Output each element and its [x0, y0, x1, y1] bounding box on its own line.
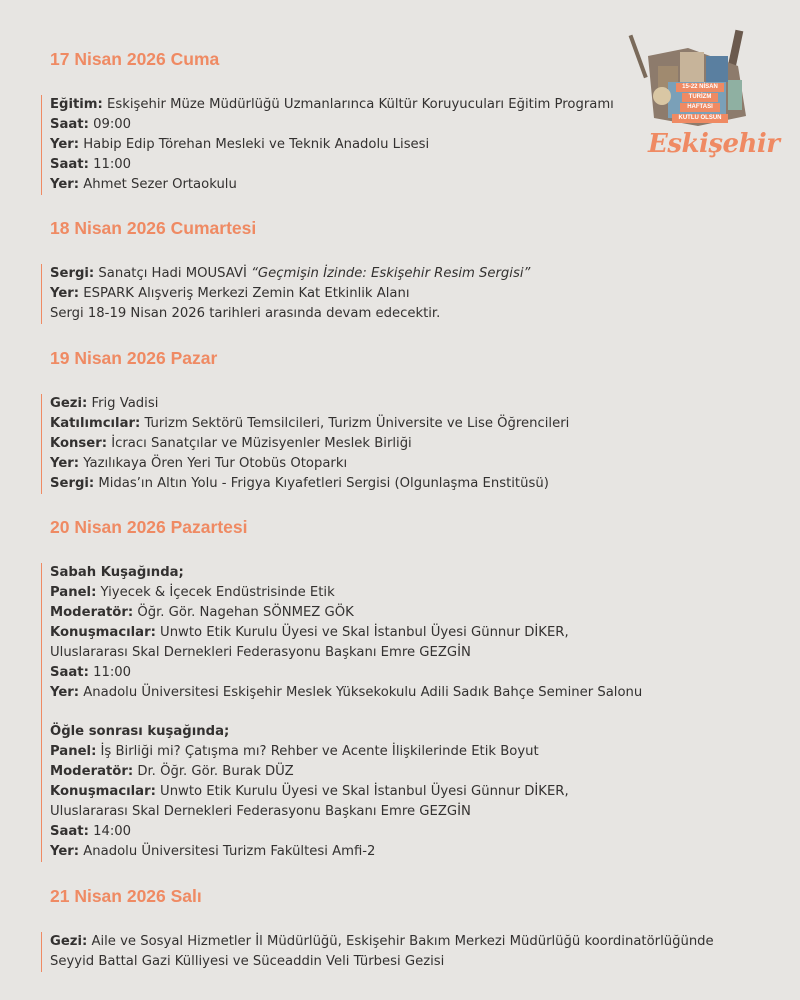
line-label: Konser: — [50, 436, 108, 451]
line-text: Öğr. Gör. Nagehan SÖNMEZ GÖK — [133, 605, 354, 620]
schedule-line — [50, 95, 614, 115]
line-label: Konuşmacılar: — [50, 625, 156, 640]
line-label: Konuşmacılar: — [50, 784, 156, 799]
line-text: 09:00 — [88, 117, 132, 132]
line-label: Saat: — [50, 117, 89, 132]
line-label: Saat: — [50, 157, 89, 172]
line-label: Saat: — [50, 824, 89, 839]
schedule-line — [50, 683, 642, 703]
line-text: Turizm Sektörü Temsilcileri, Turizm Üniversite ve Lise Öğrencileri — [140, 416, 570, 431]
line-text: İş Birliği mi? Çatışma mı? Rehber ve Acente İlişkilerinde Etik Boyut — [96, 744, 539, 759]
line-label: Sergi: — [50, 476, 95, 491]
line-text: İcracı Sanatçılar ve Müzisyenler Meslek Birliği — [107, 436, 412, 451]
line-text: Yazılıkaya Ören Yeri Tur Otobüs Otoparkı — [79, 456, 348, 471]
schedule-line — [50, 643, 642, 663]
schedule-line — [50, 135, 614, 155]
day-block-17 — [41, 95, 614, 195]
line-label: Saat: — [50, 665, 89, 680]
eskisehir-tourism-week-logo — [628, 26, 780, 161]
line-label: Panel: — [50, 744, 97, 759]
logo-dates-badge: 15-22 NİSAN — [676, 83, 724, 92]
schedule-line — [50, 474, 569, 494]
line-label: Moderatör: — [50, 764, 134, 779]
spacer — [50, 703, 642, 722]
line-text: Ahmet Sezer Ortaokulu — [79, 177, 237, 192]
line-label: Öğle sonrası kuşağında; — [50, 724, 230, 739]
line-text: Aile ve Sosyal Hizmetler İl Müdürlüğü, Eskişehir Bakım Merkezi Müdürlüğü koordinatörlüğünde — [87, 934, 714, 949]
line-label: Yer: — [50, 844, 80, 859]
schedule-line — [50, 952, 714, 972]
schedule-line — [50, 434, 569, 454]
line-text: 14:00 — [88, 824, 132, 839]
line-text: Dr. Öğr. Gör. Burak DÜZ — [133, 764, 294, 779]
schedule-line — [50, 264, 530, 284]
schedule-line — [50, 722, 642, 742]
schedule-line — [50, 742, 642, 762]
line-label: Gezi: — [50, 396, 88, 411]
line-text: Sanatçı Hadi MOUSAVİ — [94, 266, 252, 281]
day-block-20 — [41, 563, 642, 862]
line-label: Yer: — [50, 685, 80, 700]
schedule-line — [50, 175, 614, 195]
line-text: Uluslararası Skal Dernekleri Federasyonu Başkanı Emre GEZGİN — [50, 645, 471, 660]
line-text: 11:00 — [88, 157, 132, 172]
logo-line2: HAFTASI — [680, 103, 720, 112]
line-label: Eğitim: — [50, 97, 103, 112]
line-text: Habip Edip Törehan Mesleki ve Teknik Anadolu Lisesi — [79, 137, 430, 152]
logo-line3: KUTLU OLSUN — [672, 114, 728, 123]
line-text: 11:00 — [88, 665, 132, 680]
line-label: Sabah Kuşağında; — [50, 565, 184, 580]
line-text: Frig Vadisi — [87, 396, 159, 411]
day-title-17: 17 Nisan 2026 Cuma — [50, 49, 220, 69]
schedule-line — [50, 802, 642, 822]
schedule-line — [50, 762, 642, 782]
schedule-line — [50, 663, 642, 683]
logo-city-wordmark: Eskişehir — [648, 129, 780, 159]
line-text: Anadolu Üniversitesi Eskişehir Meslek Yüksekokulu Adili Sadık Bahçe Seminer Salonu — [79, 685, 643, 700]
line-label: Moderatör: — [50, 605, 134, 620]
schedule-line — [50, 842, 642, 862]
line-text: Midas’ın Altın Yolu - Frigya Kıyafetleri Sergisi (Olgunlaşma Enstitüsü) — [94, 476, 549, 491]
exhibition-title: “Geçmişin İzinde: Eskişehir Resim Sergisi” — [251, 266, 531, 281]
line-label: Yer: — [50, 456, 80, 471]
line-text: Unwto Etik Kurulu Üyesi ve Skal İstanbul Üyesi Günnur DİKER, — [155, 784, 569, 799]
day-block-21 — [41, 932, 714, 972]
line-label: Katılımcılar: — [50, 416, 141, 431]
line-label: Sergi: — [50, 266, 95, 281]
schedule-line — [50, 583, 642, 603]
line-text: Yiyecek & İçecek Endüstrisinde Etik — [96, 585, 335, 600]
schedule-line — [50, 454, 569, 474]
schedule-line — [50, 563, 642, 583]
day-block-18 — [41, 264, 530, 324]
line-label: Yer: — [50, 137, 80, 152]
schedule-line — [50, 822, 642, 842]
line-label: Yer: — [50, 286, 80, 301]
logo-line1: TURİZM — [682, 93, 718, 102]
day-title-20: 20 Nisan 2026 Pazartesi — [50, 517, 248, 537]
line-label: Gezi: — [50, 934, 88, 949]
day-block-19 — [41, 394, 569, 494]
schedule-line — [50, 623, 642, 643]
schedule-line — [50, 284, 530, 304]
schedule-line — [50, 155, 614, 175]
line-text: Unwto Etik Kurulu Üyesi ve Skal İstanbul Üyesi Günnur DİKER, — [155, 625, 569, 640]
line-text: Anadolu Üniversitesi Turizm Fakültesi Amfi-2 — [79, 844, 376, 859]
line-label: Panel: — [50, 585, 97, 600]
day-title-21: 21 Nisan 2026 Salı — [50, 886, 202, 906]
schedule-line — [50, 782, 642, 802]
schedule-line — [50, 394, 569, 414]
schedule-line — [50, 115, 614, 135]
schedule-line — [50, 414, 569, 434]
line-text: Sergi 18-19 Nisan 2026 tarihleri arasında devam edecektir. — [50, 306, 441, 321]
schedule-line — [50, 304, 530, 324]
line-text: Seyyid Battal Gazi Külliyesi ve Süceaddin Veli Türbesi Gezisi — [50, 954, 445, 969]
line-text: Eskişehir Müze Müdürlüğü Uzmanlarınca Kültür Koruyucuları Eğitim Programı — [102, 97, 614, 112]
line-label: Yer: — [50, 177, 80, 192]
day-title-18: 18 Nisan 2026 Cumartesi — [50, 218, 257, 238]
schedule-line — [50, 932, 714, 952]
line-text: ESPARK Alışveriş Merkezi Zemin Kat Etkinlik Alanı — [79, 286, 410, 301]
day-title-19: 19 Nisan 2026 Pazar — [50, 348, 218, 368]
schedule-line — [50, 603, 642, 623]
line-text: Uluslararası Skal Dernekleri Federasyonu Başkanı Emre GEZGİN — [50, 804, 471, 819]
